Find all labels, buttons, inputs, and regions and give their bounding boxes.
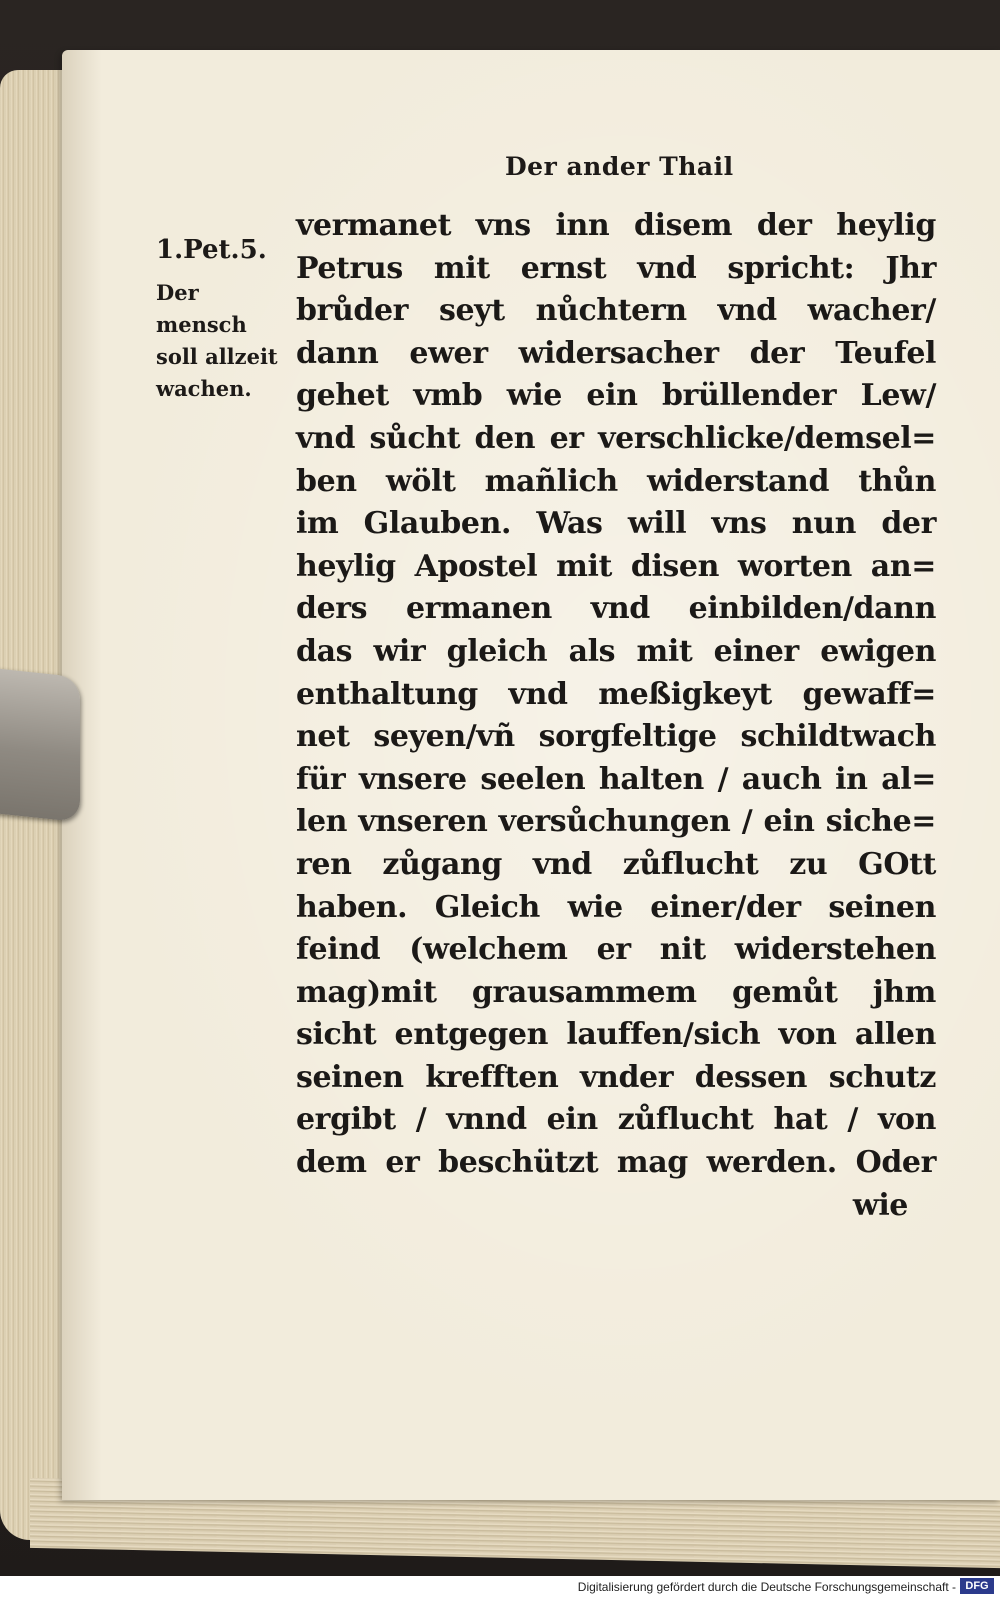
text-line: ders ermanen vnd einbilden/dann <box>296 591 936 627</box>
text-line: vnd sůcht den er verschlicke/demsel= <box>296 420 936 456</box>
text-line: sicht entgegen lauffen/sich von allen <box>296 1017 936 1053</box>
footer-credit: Digitalisierung gefördert durch die Deutsche Forschungsgemeinschaft - <box>577 1580 956 1594</box>
text-line: len vnseren versůchungen / ein siche= <box>296 804 936 840</box>
text-line: net seyen/vñ sorgfeltige schildtwach <box>296 719 936 755</box>
margin-note-line: Der <box>156 280 199 305</box>
text-line: brůder seyt nůchtern vnd wacher/ <box>296 293 936 329</box>
margin-note-line: mensch <box>156 312 247 337</box>
text-line: mag)mit grausammem gemůt jhm <box>296 974 936 1010</box>
text-line: haben. Gleich wie einer/der seinen <box>296 889 936 925</box>
dfg-logo[interactable]: DFG <box>960 1578 994 1594</box>
margin-reference: 1.Pet.5. <box>156 235 267 265</box>
text-line: gehet vmb wie ein brüllender Lew/ <box>296 378 936 414</box>
margin-note-line: wachen. <box>156 376 252 401</box>
text-line: vermanet vns inn disem der heylig <box>296 208 936 243</box>
text-line: dem er beschützt mag werden. Oder <box>296 1145 936 1181</box>
marginalia <box>156 235 306 405</box>
text-line: Petrus mit ernst vnd spricht: Jhr <box>296 250 936 286</box>
text-line: feind (welchem er nit widerstehen <box>296 932 936 968</box>
margin-note-line: soll allzeit <box>156 344 278 369</box>
text-line: für vnsere seelen halten / auch in al= <box>296 761 936 797</box>
text-line: heylig Apostel mit disen worten an= <box>296 548 936 584</box>
bookmark-strip <box>0 667 80 823</box>
catchword: wie <box>852 1187 908 1223</box>
text-line: im Glauben. Was will vns nun der <box>296 506 936 542</box>
text-line: dann ewer widersacher der Teufel <box>296 335 936 371</box>
text-line: ergibt / vnnd ein zůflucht hat / von <box>296 1102 936 1138</box>
text-line: ren zůgang vnd zůflucht zu GOtt <box>296 846 936 882</box>
text-line: ben wölt mañlich widerstand thůn <box>296 463 936 499</box>
text-line: enthaltung vnd meßigkeyt gewaff= <box>296 676 936 712</box>
running-head: Der ander Thail <box>505 152 734 181</box>
text-line: seinen krefften vnder dessen schutz <box>296 1059 936 1095</box>
text-line: das wir gleich als mit einer ewigen <box>296 633 936 669</box>
body-text <box>296 205 936 1227</box>
